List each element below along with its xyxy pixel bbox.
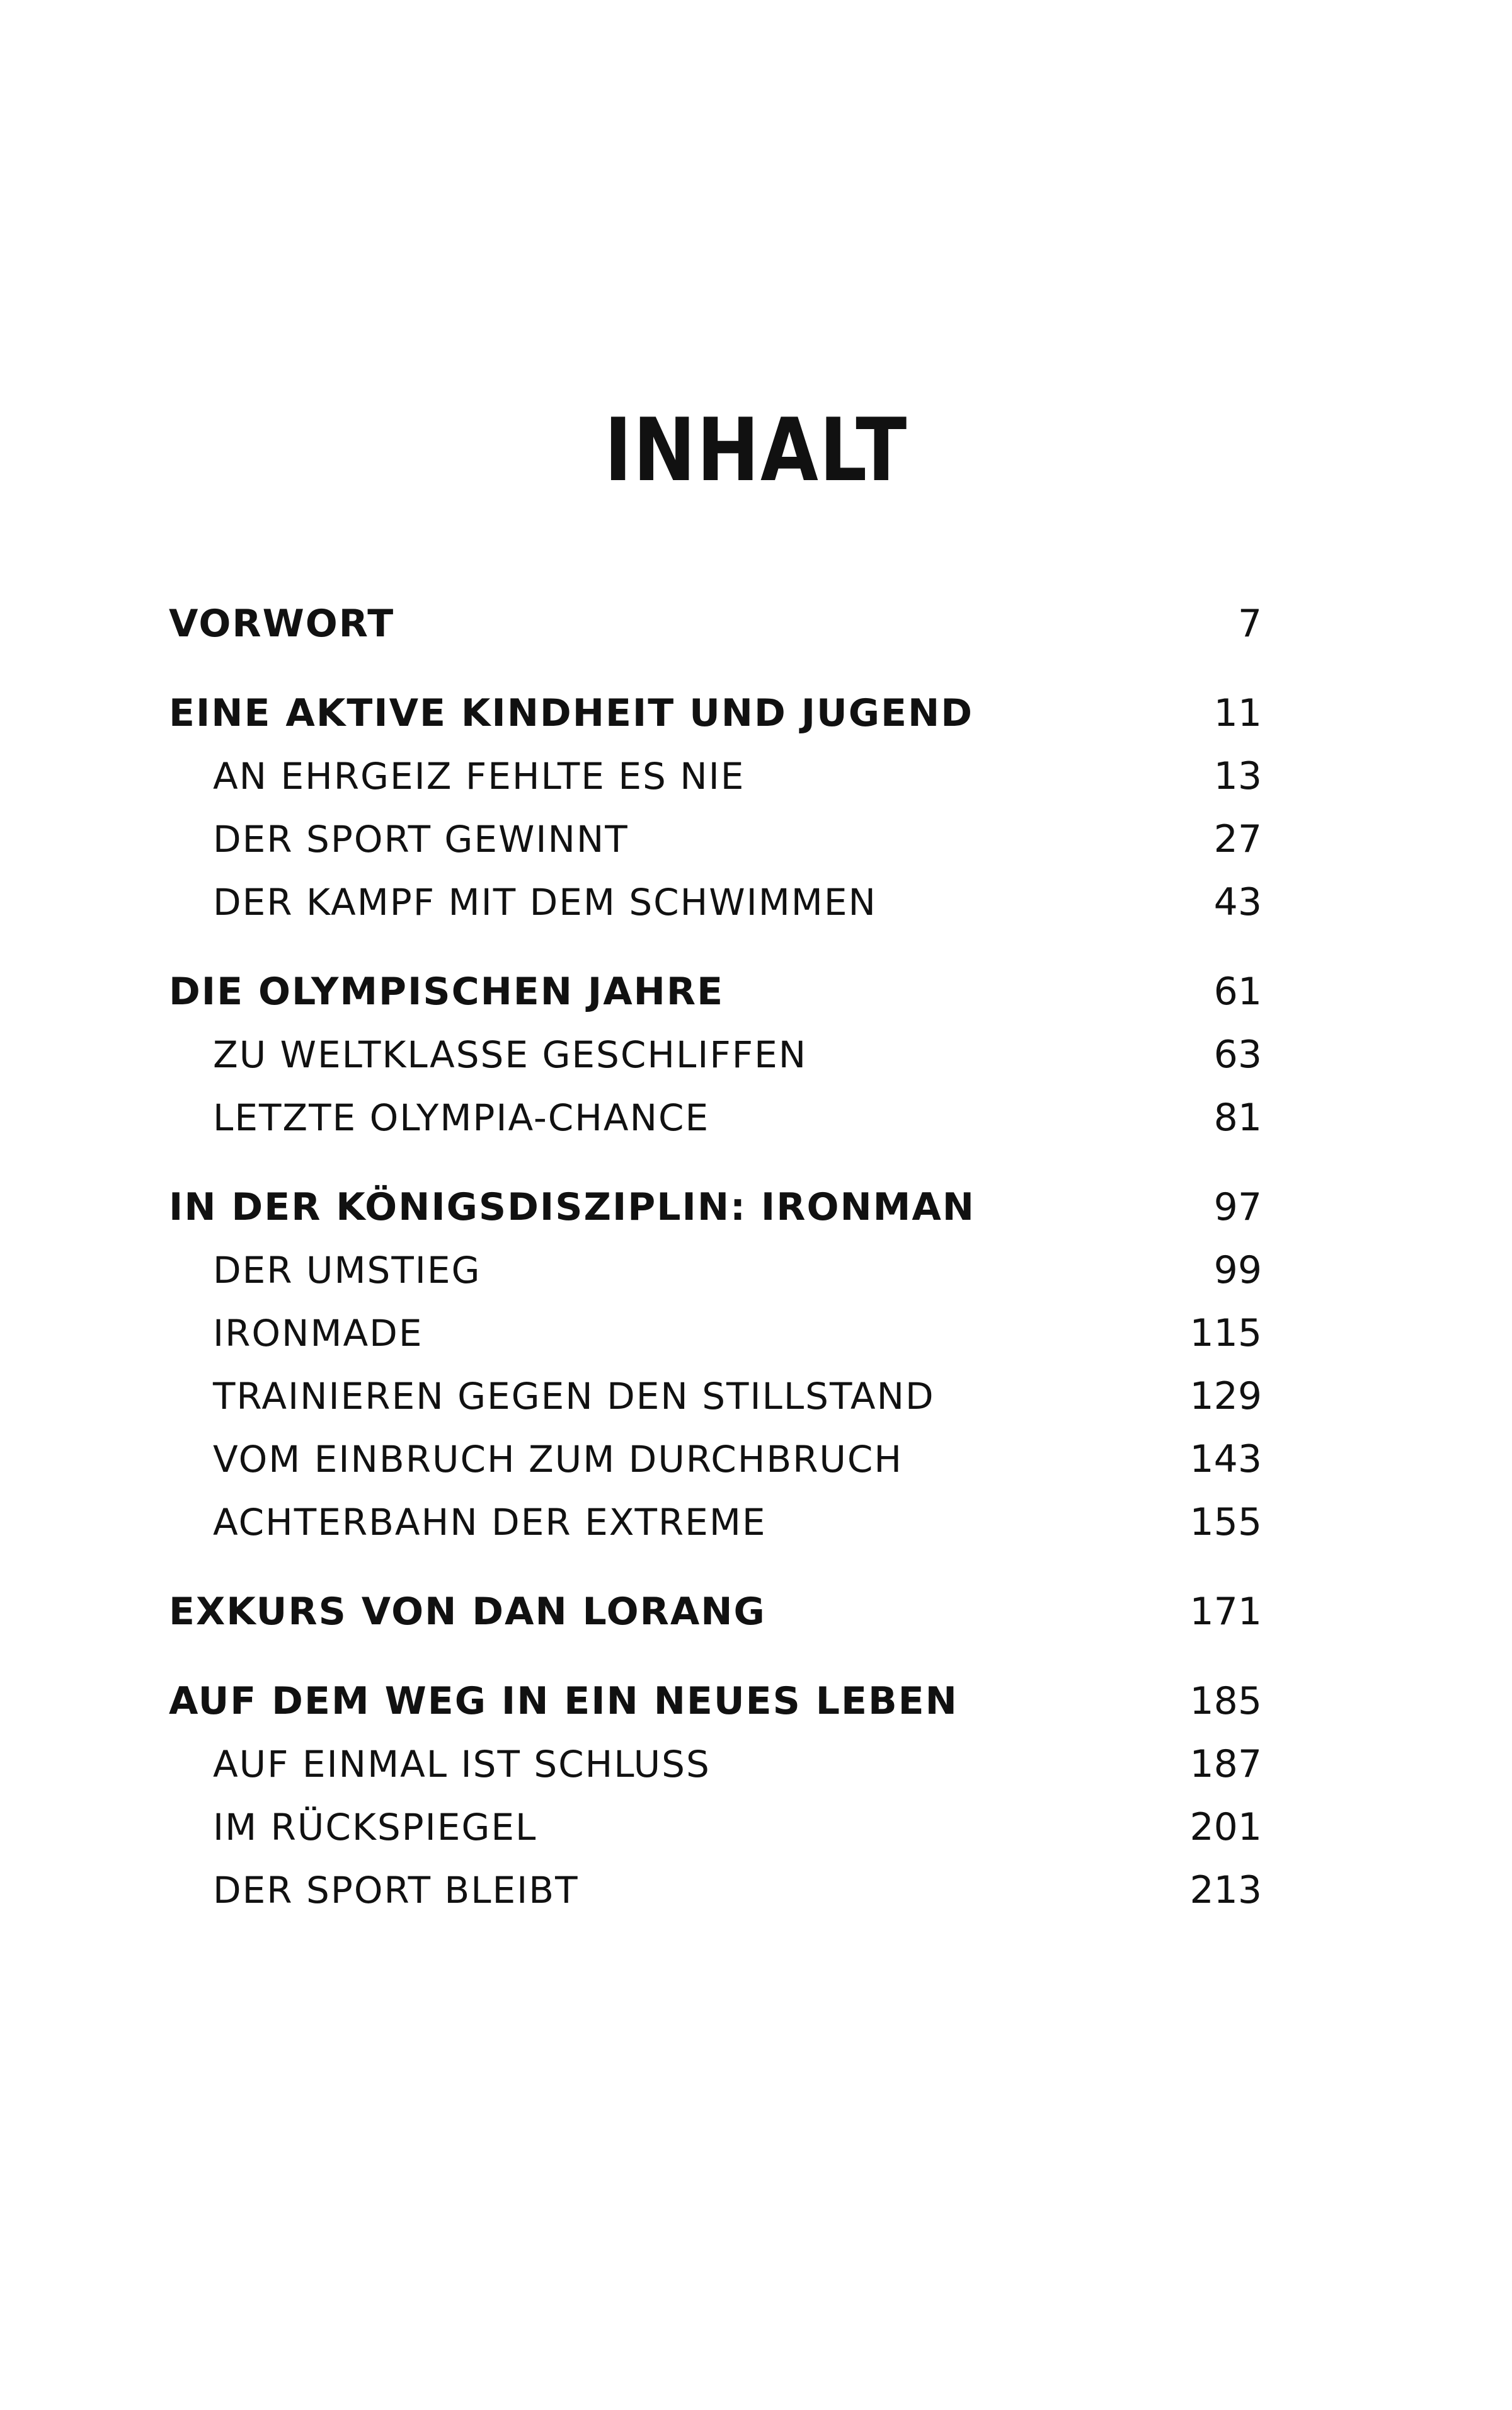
section-page-number: 143 — [1189, 1437, 1262, 1481]
section-page-number: 63 — [1213, 1033, 1262, 1077]
section-title: TRAINIEREN GEGEN DEN STILLSTAND — [213, 1375, 935, 1418]
chapter-page-number: 185 — [1189, 1679, 1262, 1723]
section-title: VOM EINBRUCH ZUM DURCHBRUCH — [213, 1438, 903, 1481]
section-title: ZU WELTKLASSE GESCHLIFFEN — [213, 1033, 808, 1076]
section-title: DER SPORT GEWINNT — [213, 818, 629, 861]
section-title: IRONMADE — [213, 1312, 423, 1355]
toc-section-entry — [169, 871, 1262, 934]
chapter-page-number: 7 — [1237, 602, 1262, 646]
section-title: LETZTE OLYMPIA-CHANCE — [213, 1096, 710, 1139]
section-page-number: 99 — [1213, 1248, 1262, 1292]
toc-section-entry — [169, 1859, 1262, 1922]
section-page-number: 43 — [1213, 880, 1262, 924]
toc-chapter — [169, 682, 1262, 934]
section-title: DER KAMPF MIT DEM SCHWIMMEN — [213, 881, 877, 924]
chapter-title: VORWORT — [169, 602, 395, 646]
section-page-number: 81 — [1213, 1096, 1262, 1140]
chapter-title: EINE AKTIVE KINDHEIT UND JUGEND — [169, 691, 973, 735]
section-page-number: 115 — [1189, 1311, 1262, 1355]
chapter-page-number: 97 — [1213, 1185, 1262, 1229]
toc-section-entry — [169, 1491, 1262, 1554]
section-title: ACHTERBAHN DER EXTREME — [213, 1501, 767, 1544]
toc-chapter-entry — [169, 1670, 1262, 1733]
section-page-number: 27 — [1213, 817, 1262, 861]
toc-section-entry — [169, 1086, 1262, 1149]
toc-chapter-entry — [169, 682, 1262, 745]
page-title: INHALT — [604, 399, 908, 501]
section-title: AUF EINMAL IST SCHLUSS — [213, 1743, 711, 1786]
chapter-page-number: 61 — [1213, 970, 1262, 1014]
toc-section-entry — [169, 1365, 1262, 1428]
section-title: AN EHRGEIZ FEHLTE ES NIE — [213, 755, 745, 798]
section-page-number: 213 — [1189, 1868, 1262, 1912]
toc-section-entry — [169, 745, 1262, 808]
chapter-title: AUF DEM WEG IN EIN NEUES LEBEN — [169, 1679, 958, 1723]
toc-chapter — [169, 1670, 1262, 1922]
section-title: IM RÜCKSPIEGEL — [213, 1806, 537, 1849]
section-title: DER UMSTIEG — [213, 1249, 481, 1292]
toc-chapter-entry — [169, 1580, 1262, 1643]
toc-chapter-entry — [169, 592, 1262, 655]
section-page-number: 13 — [1213, 754, 1262, 798]
chapter-title: IN DER KÖNIGSDISZIPLIN: IRONMAN — [169, 1185, 976, 1229]
toc-chapter — [169, 960, 1262, 1149]
chapter-title: EXKURS VON DAN LORANG — [169, 1590, 766, 1634]
toc-chapter — [169, 1176, 1262, 1554]
toc-section-entry — [169, 1428, 1262, 1491]
toc-chapter — [169, 592, 1262, 655]
toc-section-entry — [169, 808, 1262, 871]
toc-chapter-entry — [169, 960, 1262, 1023]
toc-section-entry — [169, 1239, 1262, 1302]
section-page-number: 187 — [1189, 1742, 1262, 1786]
section-title: DER SPORT BLEIBT — [213, 1869, 579, 1912]
toc-chapter-entry — [169, 1176, 1262, 1239]
section-page-number: 155 — [1189, 1500, 1262, 1544]
toc-section-entry — [169, 1733, 1262, 1796]
toc-section-entry — [169, 1302, 1262, 1365]
section-page-number: 201 — [1189, 1805, 1262, 1849]
chapter-page-number: 11 — [1213, 691, 1262, 735]
toc-chapter — [169, 1580, 1262, 1643]
toc-section-entry — [169, 1023, 1262, 1086]
chapter-page-number: 171 — [1189, 1590, 1262, 1634]
table-of-contents — [169, 592, 1262, 1922]
chapter-title: DIE OLYMPISCHEN JAHRE — [169, 970, 724, 1014]
section-page-number: 129 — [1189, 1374, 1262, 1418]
toc-section-entry — [169, 1796, 1262, 1859]
